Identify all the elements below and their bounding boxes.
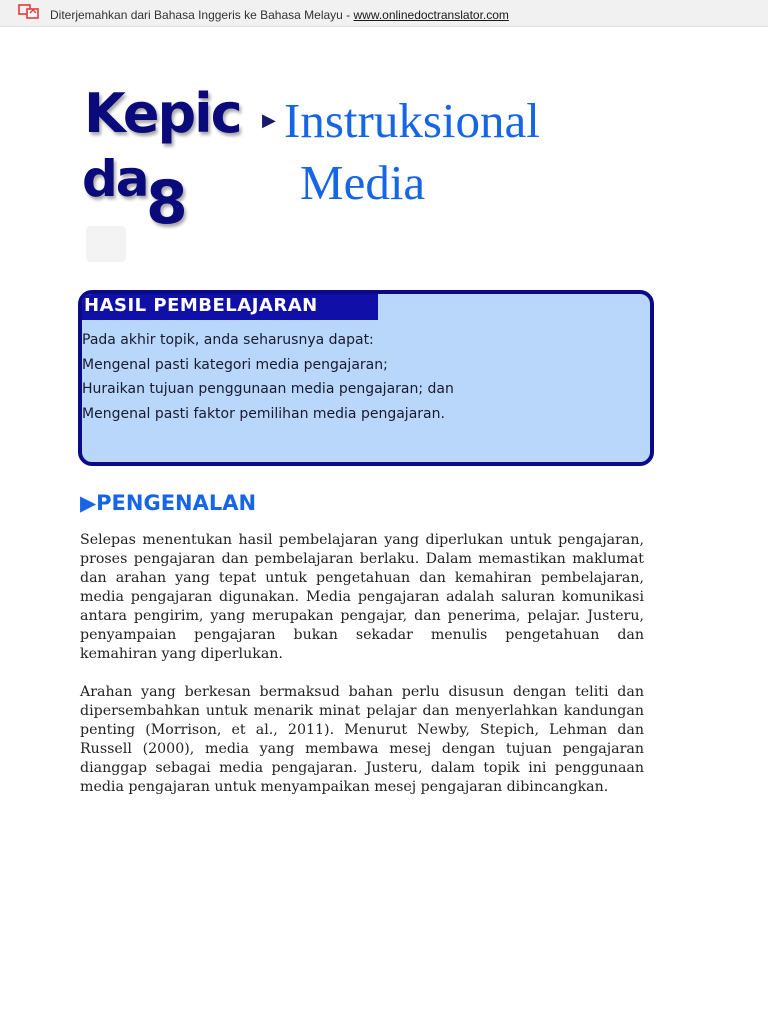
chapter-label	[80, 80, 250, 260]
translator-logo-icon	[18, 3, 40, 19]
learning-outcomes-header	[82, 294, 378, 320]
banner-text	[50, 8, 509, 22]
learning-outcomes-heading: HASIL PEMBELAJARAN	[84, 295, 318, 316]
body-paragraph: Selepas menentukan hasil pembelajaran yang diperlukan untuk pengajaran, proses pengajaran dan pembelajaran berlaku. Dalam memastikan maklumat dan arahan yang tepat untuk pengetahuan dan kemahiran pembelajaran, media pengajaran digunakan. Media pengajaran adalah saluran komunikasi antara pengirim, yang merupakan pengajar, dan penerima, pelajar. Justeru, penyampaian pengajaran bukan sekadar menulis pengetahuan dan kemahiran yang diperlukan.	[80, 532, 644, 662]
chapter-number: 8	[146, 168, 188, 238]
page-title	[284, 90, 540, 214]
chapter-shadow	[86, 226, 126, 262]
translator-link[interactable]: www.onlinedoctranslator.com	[353, 8, 509, 22]
learning-outcomes-list	[82, 332, 454, 430]
translator-banner	[0, 0, 768, 27]
title-arrow-icon: ▶	[262, 110, 276, 131]
section-heading: ▶PENGENALAN	[80, 491, 257, 515]
learning-outcomes-box	[78, 290, 654, 466]
chapter-word: Kepic	[84, 82, 241, 145]
title-line-2: Media	[300, 155, 426, 210]
outcome-item: Huraikan tujuan penggunaan media pengajaran; dan	[82, 381, 454, 397]
outcome-item: Mengenal pasti faktor pemilihan media pengajaran.	[82, 405, 445, 422]
outcome-item: Pada akhir topik, anda seharusnya dapat:	[82, 332, 374, 348]
chapter-word-2: da	[82, 150, 148, 208]
banner-prefix: Diterjemahkan dari Bahasa Inggeris ke Bahasa Melayu -	[50, 8, 354, 22]
title-line-1: Instruksional	[284, 93, 540, 148]
outcome-item: Mengenal pasti kategori media pengajaran;	[82, 356, 388, 373]
body-paragraph: Arahan yang berkesan bermaksud bahan perlu disusun dengan teliti dan dipersembahkan untuk menarik minat pelajar dan menyerlahkan kandungan penting (Morrison, et al., 2011). Menurut Newby, Stepich, Lehman dan Russell (2000), media yang membawa mesej dengan tujuan pengajaran dianggap sebagai media pengajaran. Justeru, dalam topik ini penggunaan media pengajaran untuk menyampaikan mesej pengajaran dibincangkan.	[80, 684, 644, 795]
